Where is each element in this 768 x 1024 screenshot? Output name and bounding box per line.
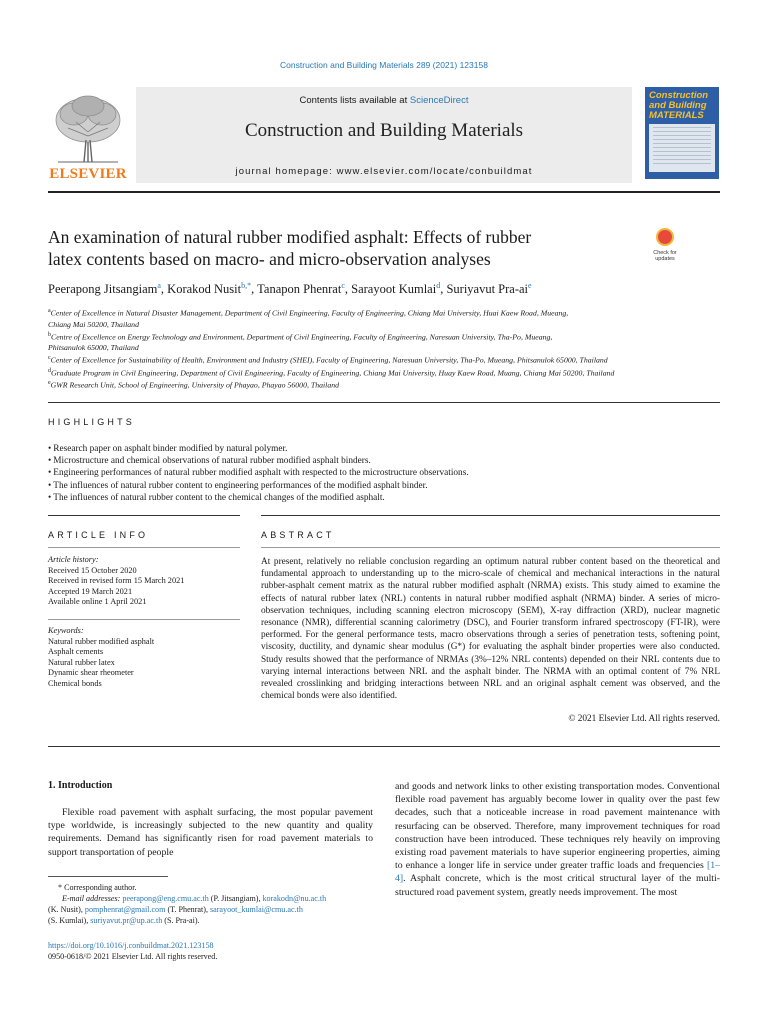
affiliations — [48, 306, 720, 391]
corresponding-author-note: * Corresponding author. — [58, 883, 137, 892]
email-link[interactable]: korakodn@nu.ac.th — [262, 894, 327, 903]
doi-link[interactable]: https://doi.org/10.1016/j.conbuildmat.2021.123158 — [48, 941, 214, 950]
article-info-heading: ARTICLE INFO — [48, 530, 149, 540]
author-name[interactable]: Peerapong Jitsangiam — [48, 282, 158, 297]
author-affil-mark[interactable]: a — [157, 281, 161, 290]
author-affil-mark[interactable]: e — [528, 281, 532, 290]
abstract-subrule — [261, 547, 720, 548]
email-link[interactable]: sarayoot_kumlai@cmu.ac.th — [210, 905, 303, 914]
affiliation-item-cont: Chiang Mai 50200, Thailand — [48, 319, 139, 329]
cover-text-lines — [653, 127, 711, 167]
check-for-updates-badge[interactable] — [648, 228, 682, 266]
affiliation-item: $^c$Center of Excellence for Sustainability of Health, Environment and Industry (SHEI), Faculty of Engineering, Naresuan University, Tha-Po, Mueang, Phitsanulok 65000, Thailand — [48, 355, 608, 365]
highlight-item: • The influences of natural rubber content to the chemical changes of the modified asphalt. — [48, 492, 720, 504]
history-item: Accepted 19 March 2021 — [48, 586, 133, 596]
highlights-heading: HIGHLIGHTS — [48, 417, 136, 427]
email-link[interactable]: pomphenrat@gmail.com — [84, 905, 166, 914]
author-affil-mark[interactable]: c — [341, 281, 345, 290]
author-name[interactable]: Suriyavut Pra-ai — [446, 282, 529, 297]
citation-link[interactable]: [1–4] — [395, 860, 720, 885]
keywords-title: Keywords: — [48, 626, 84, 635]
highlight-item: • Research paper on asphalt binder modified by natural polymer. — [48, 443, 720, 455]
email-owner: (S. Kumlai), — [48, 916, 89, 925]
email-label: E-mail addresses: — [62, 894, 121, 903]
author-affil-mark[interactable]: d — [436, 281, 441, 290]
keywords-rule — [48, 619, 240, 620]
email-owner: (S. Pra-ai). — [164, 916, 200, 925]
email-addresses — [48, 893, 373, 904]
abstract-copyright: © 2021 Elsevier Ltd. All rights reserved. — [568, 714, 720, 724]
check-updates-icon — [656, 228, 674, 246]
journal-name: Construction and Building Materials — [244, 120, 524, 141]
check-updates-label: Check for updates — [653, 250, 677, 262]
footnote — [48, 882, 373, 926]
author-list: Peerapong Jitsangiam$^a$, Korakod Nusit$^{b,*}$, Tanapon Phenrat$^c$, Sarayoot Kumlai$^d$, Suriyavut Pra-$ai^e$ — [48, 281, 532, 297]
affiliation-item: $^d$Graduate Program in Civil Engineering, Department of Civil Engineering, Faculty of Engineering, Chiang Mai University, Huay Kaew Road, Muang, Chiang Mai 50200, Thailand — [48, 367, 615, 378]
author-name[interactable]: Sarayoot Kumlai — [351, 282, 437, 297]
affiliation-item: $^e$GWR Research Unit, School of Engineering, University of Phayao, Phayao 56000, Thailand — [48, 380, 340, 390]
asterisk-mark: * — [58, 883, 65, 892]
cover-title: Construction and Building MATERIALS — [649, 90, 709, 121]
article-history — [48, 555, 238, 608]
email-addresses-cont — [48, 915, 373, 926]
email-addresses-cont — [48, 904, 373, 915]
intro-right-text-a: and goods and network links to other existing transportation modes. Conventional flexible road pavement has arguably become lower in quality over the past few decades, such that a noticeable increase in road pavement maintenance with resurfacing can be observed. Therefore, many improvement techniques for road construction have been introduced. These techniques rely heavily on improving existing road pavement materials to have superior engineering properties, aiming to enhance a longer life in service under greater traffic loads and frequencies — [395, 781, 720, 872]
journal-reference-link[interactable]: Construction and Building Materials 289 (2021) 123158 — [280, 60, 488, 70]
affiliation-item: $^b$Centre of Excellence on Energy Technology and Environment, Department of Civil Engineering, Faculty of Engineering, Naresuan University, Tha-Po, Mueang, — [48, 331, 553, 342]
history-title: Article history: — [48, 555, 99, 564]
keyword-item: Dynamic shear rheometer — [48, 668, 134, 678]
abstract-text: At present, relatively no reliable conclusion regarding an optimum natural rubber content based on the theoretical and fundamental approach to understanding up to the micro-scale of chemical and mechanical interactions in the natural rubber-asphalt cement matrix as the natural rubber modified asphalt (NRMA) exists. This study aimed to examine the effects of natural rubber latex (NRL) contents in natural rubber modified asphalt (NRMA) binder. A series of micro-observation techniques, including scanning electron microscopy (SEM), X-ray diffraction (XRD), nuclear magnetic resonance (NMR), differential scanning calorimetry (DSC), and Fourier transform infrared spectroscopy (FT-IR), were performed. For the general performance tests, macro observations through a series of penetration tests, softening point, viscosity, ductility, and dynamic shear modulus (G*) for evaluating the asphalt binder properties were also conducted. Study results showed that the performance of NRMAs (3%–12% NRL contents) depended on their NRL contents due to varying internal interactions between NRL and the asphalt binder. The NRMA with an optimal content of 7% NRL revealed crosslinking and bridging interactions between NRL and an original asphalt cement was observed, and the chemical bonds were also identified. — [261, 557, 720, 702]
email-owner: (P. Jitsangiam), — [210, 894, 261, 903]
article-info-subrule — [48, 547, 240, 548]
contents-available-line — [136, 95, 632, 106]
article-title — [48, 226, 608, 270]
keyword-item: Chemical bonds — [48, 678, 102, 688]
history-item: Received 15 October 2020 — [48, 565, 137, 575]
author-name[interactable]: Tanapon Phenrat — [257, 282, 342, 297]
keyword-item: Asphalt cements — [48, 647, 104, 657]
footnote-rule — [48, 876, 168, 877]
affiliation-item: $^a$Center of Excellence in Natural Disaster Management, Department of Civil Engineering, Faculty of Engineering, Chiang Mai University, Huai Kaew Road, Mueang, — [48, 308, 569, 318]
email-owner: (T. Phenrat), — [167, 905, 208, 914]
affiliation-item-cont: Phitsanulok 65000, Thailand — [48, 343, 139, 353]
keyword-item: Natural rubber modified asphalt — [48, 636, 155, 646]
body-top-rule — [48, 746, 720, 747]
highlight-item: • Microstructure and chemical observations of natural rubber modified asphalt binders. — [48, 455, 720, 467]
header-rule — [48, 191, 720, 193]
history-item: Received in revised form 15 March 2021 — [48, 576, 185, 586]
highlights-top-rule — [48, 402, 720, 403]
tree-icon — [48, 92, 128, 166]
intro-right-text-b: . Asphalt concrete, which is the most critical structural layer of the multi-structured road pavement system, greatly needs improvement. The most — [395, 873, 720, 898]
author-affil-mark[interactable]: b,* — [241, 281, 252, 290]
abstract-rule — [261, 515, 720, 516]
email-owner: (K. Nusit), — [48, 905, 83, 914]
author-name[interactable]: Korakod Nusit — [167, 282, 242, 297]
article-info-rule — [48, 515, 240, 516]
highlights-list — [48, 443, 720, 504]
highlight-item: • Engineering performances of natural rubber modified asphalt with respected to the microstructure observations. — [48, 467, 720, 479]
issn-copyright: 0950-0618/© 2021 Elsevier Ltd. All rights reserved. — [48, 952, 218, 961]
title-line-2: latex contents based on macro- and micro-observation analyses — [48, 249, 491, 269]
title-line-1: An examination of natural rubber modified asphalt: Effects of rubber — [48, 227, 532, 247]
journal-cover-image — [645, 87, 719, 179]
email-link[interactable]: peerapong@eng.cmu.ac.th — [122, 894, 209, 903]
history-item: Available online 1 April 2021 — [48, 597, 147, 607]
highlight-item: • The influences of natural rubber content to engineering performances of the modified asphalt binder. — [48, 480, 720, 492]
journal-homepage[interactable]: journal homepage: www.elsevier.com/locate/conbuildmat — [235, 166, 533, 177]
doi-block — [48, 940, 373, 962]
intro-right-paragraph — [395, 780, 720, 899]
intro-left-paragraph: Flexible road pavement with asphalt surfacing, the most popular pavement type worldwide, is increasingly subjected to the new quantity and quality requirements. Demand has significantly risen for road pavement materials to support transportation of people — [48, 807, 373, 858]
abstract-heading: ABSTRACT — [261, 530, 335, 540]
keywords-block — [48, 626, 238, 690]
email-link[interactable]: suriyavut.pr@up.ac.th — [90, 916, 163, 925]
keyword-item: Natural rubber latex — [48, 657, 115, 667]
section-title: 1. Introduction — [48, 780, 113, 791]
contents-prefix: Contents lists available at — [299, 95, 410, 106]
sciencedirect-link[interactable]: ScienceDirect — [409, 95, 469, 106]
elsevier-wordmark: ELSEVIER — [49, 166, 127, 182]
